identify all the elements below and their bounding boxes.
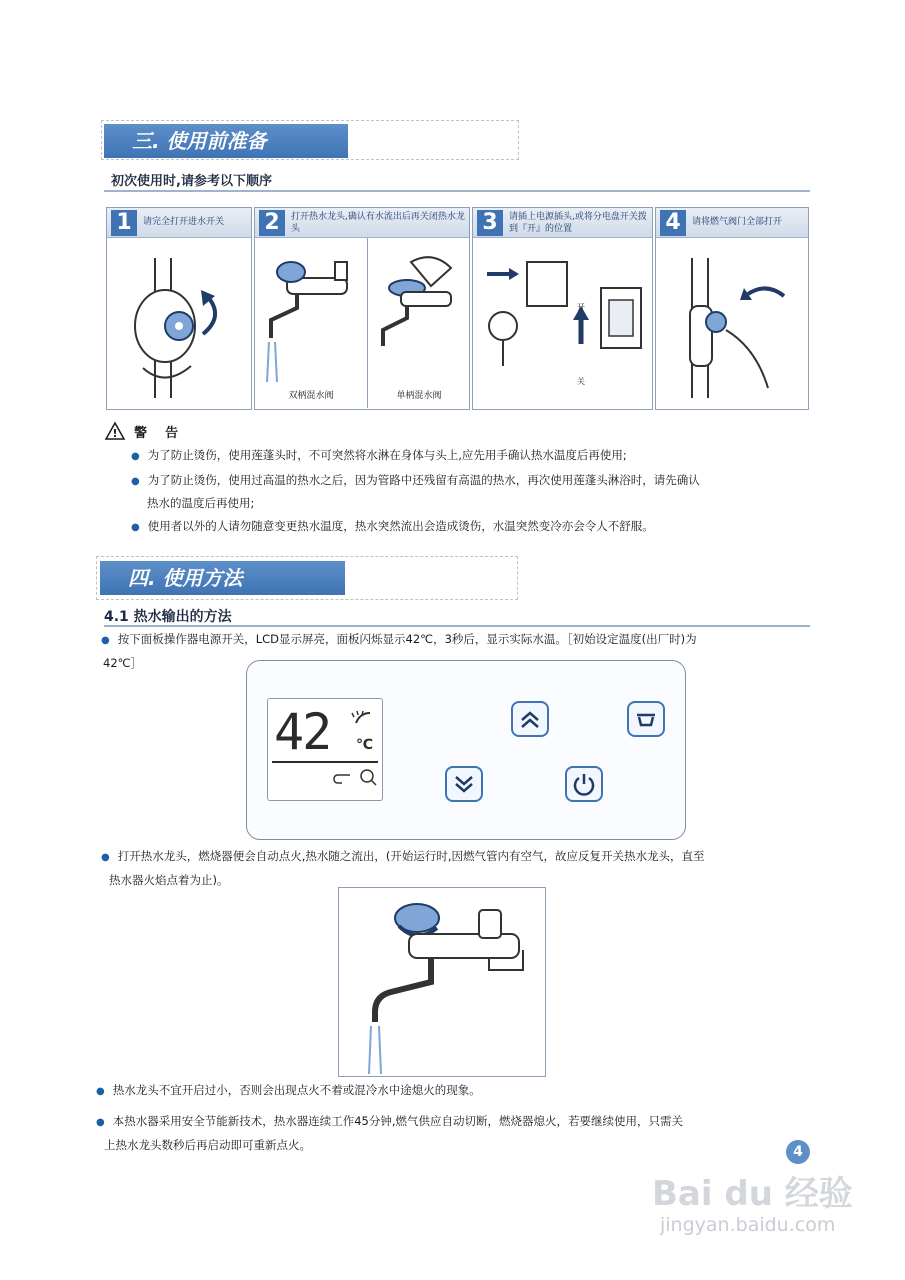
step3-text: 请插上电源插头,或将分电盘开关拨到『开』的位置 <box>509 212 647 234</box>
step3-panel <box>472 207 653 410</box>
step2-number: 2 <box>259 210 285 236</box>
step2-panel <box>254 207 470 410</box>
warning-triangle-icon <box>104 421 126 441</box>
step2-text: 打开热水龙头,确认有水流出后再关闭热水龙头 <box>291 212 465 234</box>
temp-down-button[interactable] <box>445 766 483 802</box>
step4-text: 请将燃气阀门全部打开 <box>692 217 783 227</box>
switch-on-label: 开 <box>577 303 585 312</box>
switch-off-label: 关 <box>577 377 585 386</box>
gas-valve-hand-illustration <box>656 238 806 406</box>
para-2-line2: 热水器火焰点着为止)。 <box>109 873 229 887</box>
step1-number: 1 <box>111 210 137 236</box>
faucet-panel <box>338 887 546 1077</box>
return-arrow-icon <box>332 771 352 785</box>
faucet-illustration <box>339 888 543 1074</box>
warning-item-2-cont: 热水的温度后再使用; <box>147 496 255 510</box>
lcd-display <box>267 698 383 801</box>
para-4-line2: 上热水龙头数秒后再启动即可重新点火。 <box>104 1138 311 1152</box>
para-3: ● 热水龙头不宜开启过小，否则会出现点火不着或混冷水中途熄火的现象。 <box>96 1079 816 1103</box>
step3-header <box>473 208 652 238</box>
bath-mode-button[interactable] <box>627 701 665 737</box>
warning-title: 警 告 <box>134 425 179 441</box>
section4-sub1: 4.1 热水输出的方法 <box>104 609 232 625</box>
section4-rule <box>104 625 810 627</box>
warning-item-2: ● 为了防止烫伤，使用过高温的热水之后，因为管路中还残留有高温的热水，再次使用莲蓬头淋浴时，请先确认 <box>131 469 821 493</box>
warning-item-3: ● 使用者以外的人请勿随意变更热水温度，热水突然流出会造成烫伤，水温突然变冷亦会令人不舒服。 <box>131 515 821 539</box>
section3-title: 三. 使用前准备 <box>104 124 348 158</box>
step4-header <box>656 208 808 238</box>
page-number: 4 <box>786 1140 810 1164</box>
section3-rule <box>104 190 810 192</box>
step2-divider <box>367 238 368 408</box>
section4-title: 四. 使用方法 <box>100 561 345 595</box>
step2-header <box>255 208 469 238</box>
power-button[interactable] <box>565 766 603 802</box>
temp-up-button[interactable] <box>511 701 549 737</box>
double-chevron-down-icon <box>447 768 481 800</box>
control-panel <box>246 660 686 840</box>
caption-double: 双柄混水阀 <box>288 391 334 401</box>
para-1-line2: 42℃］ <box>103 656 143 670</box>
bathtub-icon <box>629 703 663 735</box>
lcd-temperature: 42 <box>274 703 331 761</box>
lcd-unit: ℃ <box>356 737 373 753</box>
step4-number: 4 <box>660 210 686 236</box>
single-handle-faucet-illustration <box>371 242 467 382</box>
warning-header <box>104 420 178 442</box>
lcd-separator <box>272 761 378 763</box>
watermark-logo: Bai du 经验 <box>652 1174 853 1214</box>
valve-hand-illustration <box>107 238 249 406</box>
step3-number: 3 <box>477 210 503 236</box>
double-chevron-up-icon <box>513 703 547 735</box>
step4-panel <box>655 207 809 410</box>
step1-text: 请完全打开进水开关 <box>143 217 225 227</box>
caption-single: 单柄混水阀 <box>396 391 442 401</box>
step1-header <box>107 208 251 238</box>
double-handle-faucet-illustration <box>257 242 365 382</box>
para-4-line1: ● 本热水器采用安全节能新技术，热水器连续工作45分钟,燃气供应自动切断，燃烧器熄火，若要继续使用，只需关 <box>96 1110 816 1134</box>
svg-text:!: ! <box>112 427 118 440</box>
para-2-line1: ● 打开热水龙头，燃烧器便会自动点火,热水随之流出，(开始运行时,因燃气管内有空气，故应反复开关热水龙头，直至 <box>101 845 821 869</box>
warning-item-1: ● 为了防止烫伤，使用莲蓬头时，不可突然将水淋在身体与头上,应先用手确认热水温度后再使用; <box>131 444 821 468</box>
plug-switch-illustration <box>477 248 647 378</box>
flame-search-icon <box>358 767 378 787</box>
para-1-line1: ● 按下面板操作器电源开关，LCD显示屏亮，面板闪烁显示42℃，3秒后，显示实际水温。［初始设定温度(出厂时)为 <box>101 628 821 652</box>
watermark-url: jingyan.baidu.com <box>660 1214 836 1236</box>
shower-icon <box>350 709 374 731</box>
power-icon <box>567 768 601 800</box>
step1-panel <box>106 207 252 410</box>
section3-subtitle: 初次使用时,请参考以下顺序 <box>111 174 272 189</box>
